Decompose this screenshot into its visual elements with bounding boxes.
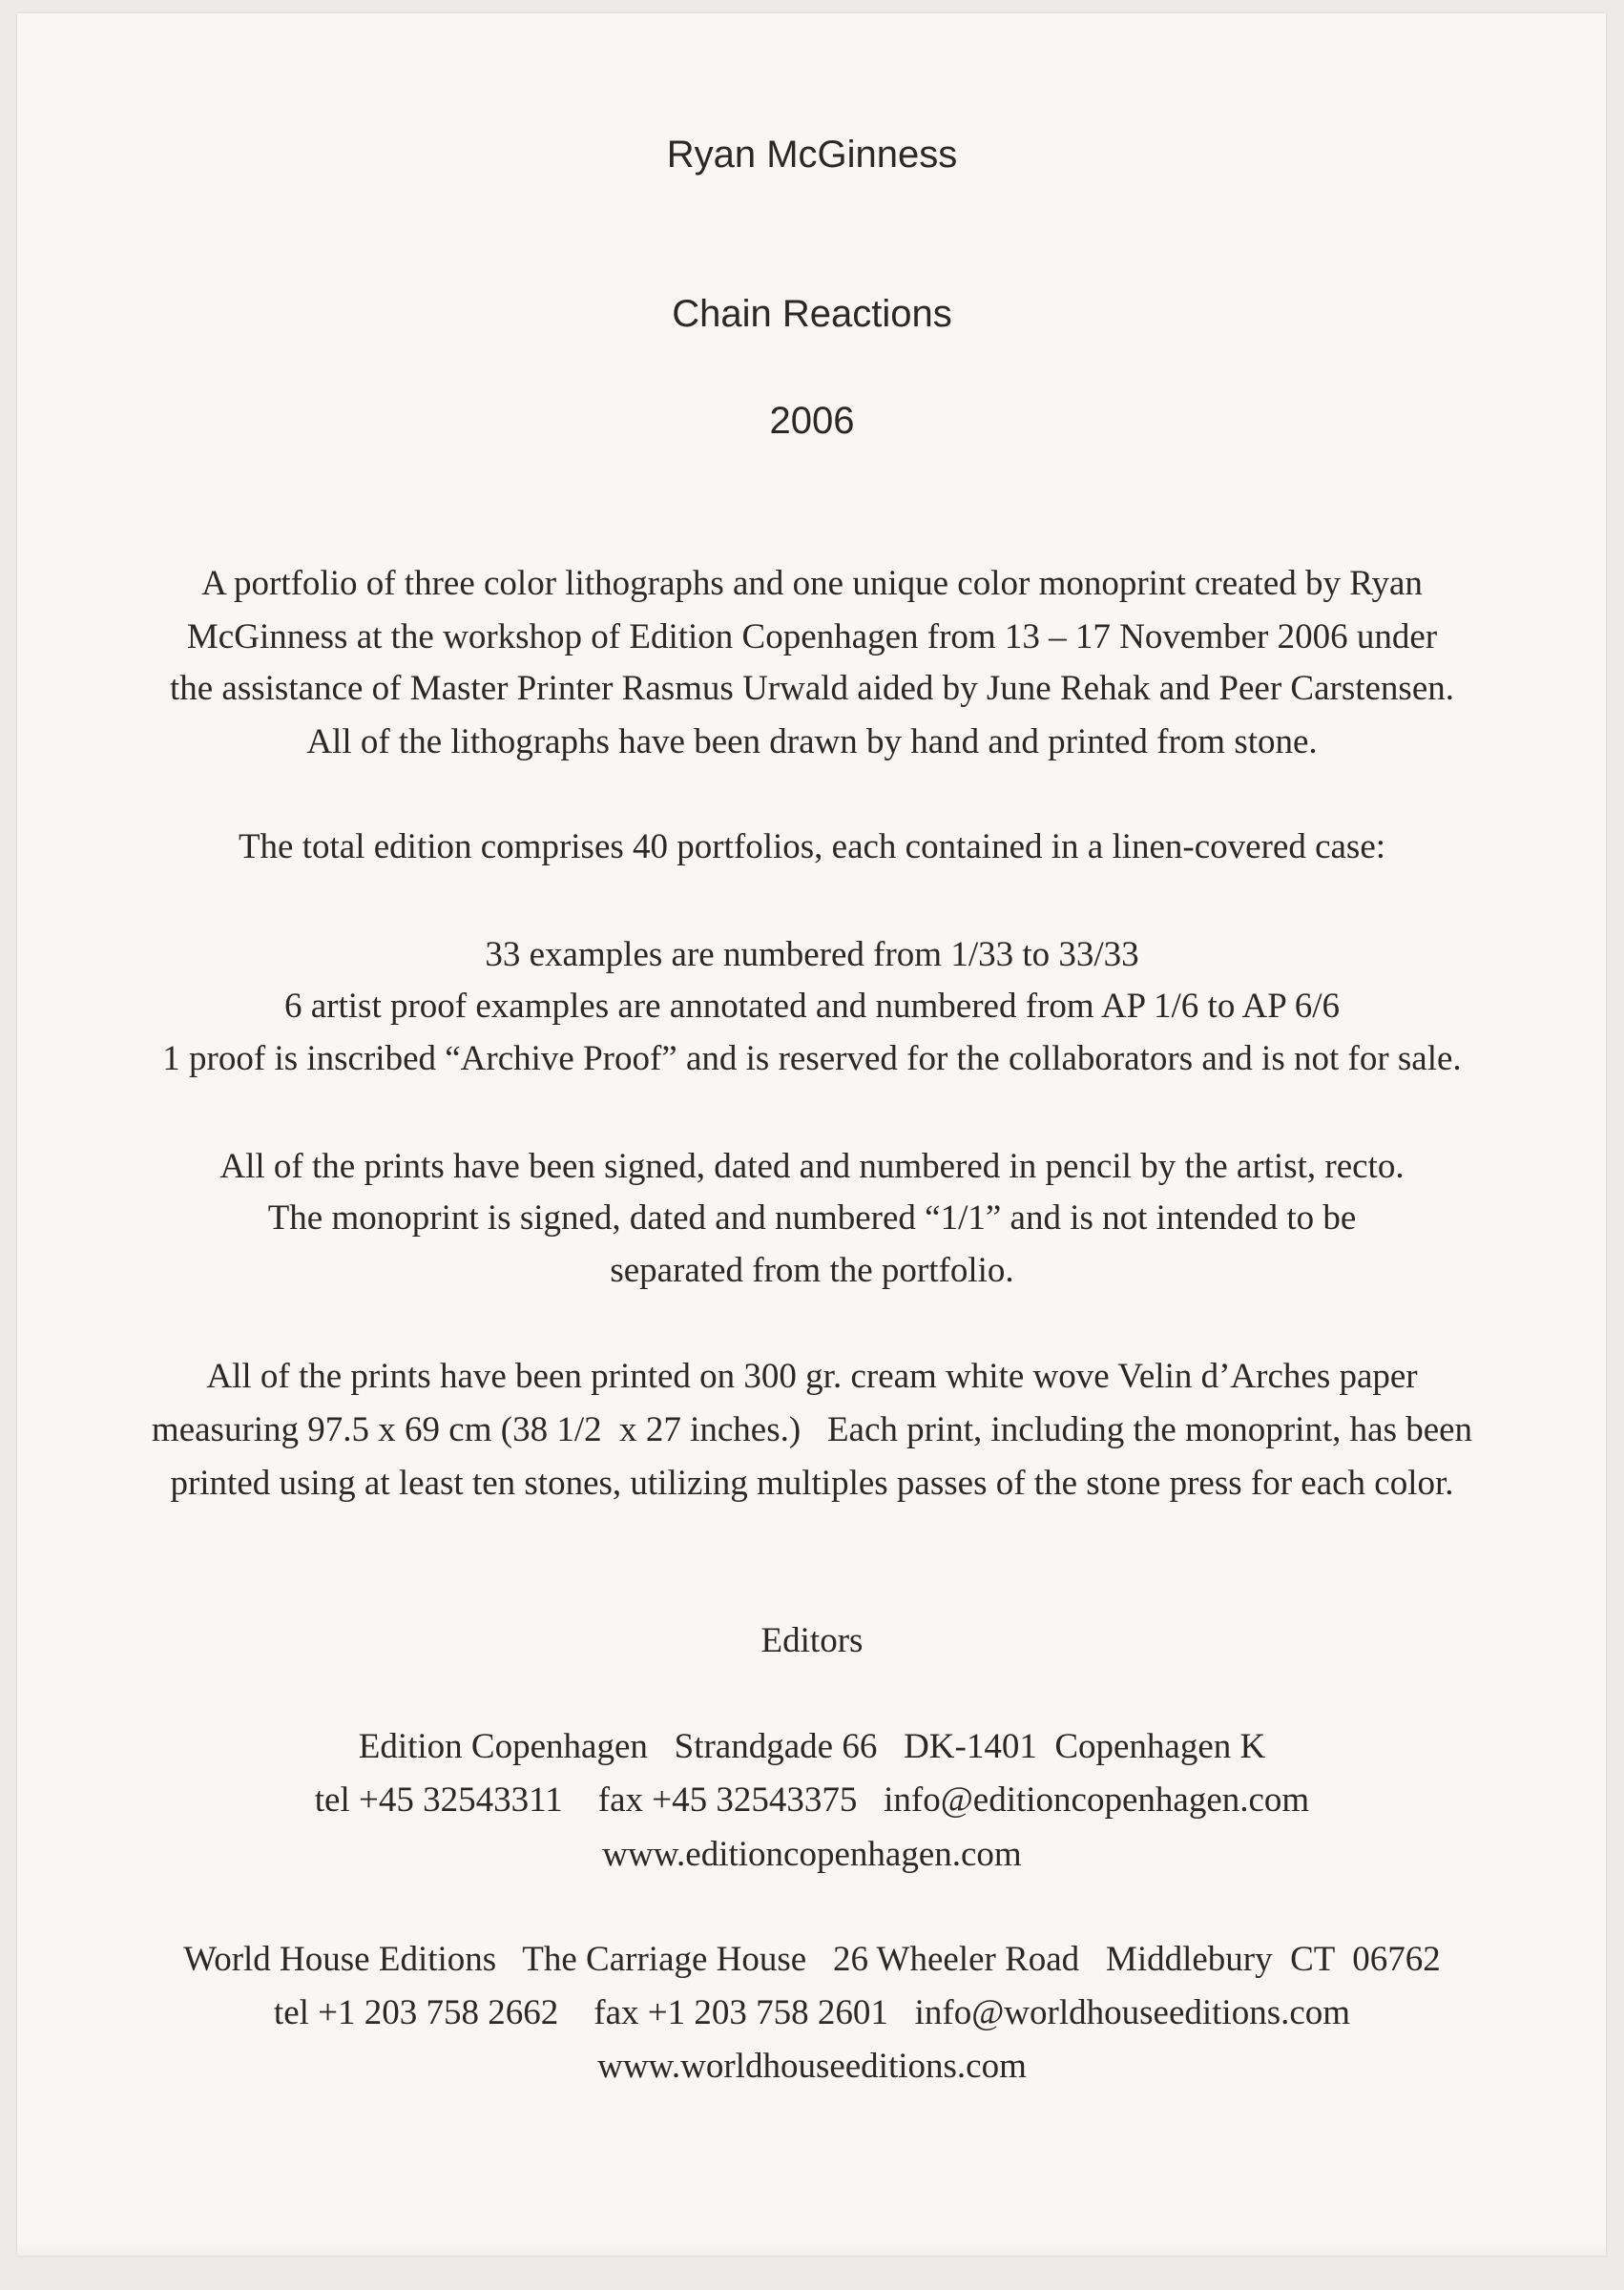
numbering-line: 1 proof is inscribed “Archive Proof” and is reserved for the collaborators and is not for sale. <box>162 1039 1462 1078</box>
copenhagen-website: www.editioncopenhagen.com <box>602 1835 1022 1874</box>
portfolio-year: 2006 <box>769 400 855 442</box>
worldhouse-contact: tel +1 203 758 2662 fax +1 203 758 2601 info@worldhouseeditions.com <box>273 1993 1351 2032</box>
intro-line: All of the lithographs have been drawn by hand and printed from stone. <box>306 722 1318 761</box>
intro-line: McGinness at the workshop of Edition Copenhagen from 13 – 17 November 2006 under <box>186 617 1438 656</box>
portfolio-title: Chain Reactions <box>672 293 952 335</box>
paper-line: All of the prints have been printed on 300 gr. cream white wove Velin d’Arches paper <box>206 1357 1418 1396</box>
copenhagen-contact: tel +45 32543311 fax +45 32543375 info@editioncopenhagen.com <box>314 1780 1310 1820</box>
worldhouse-website: www.worldhouseeditions.com <box>597 2047 1027 2086</box>
colophon-sheet <box>17 13 1606 2256</box>
intro-line: the assistance of Master Printer Rasmus Urwald aided by June Rehak and Peer Carstensen. <box>169 669 1455 708</box>
deckle-edge <box>17 2242 1606 2256</box>
intro-line: A portfolio of three color lithographs and one unique color monoprint created by Ryan <box>201 564 1423 603</box>
numbering-line: 6 artist proof examples are annotated and numbered from AP 1/6 to AP 6/6 <box>284 987 1340 1026</box>
signing-line: All of the prints have been signed, dated and numbered in pencil by the artist, recto. <box>219 1147 1405 1186</box>
artist-name: Ryan McGinness <box>666 134 958 176</box>
paper-line: measuring 97.5 x 69 cm (38 1/2 x 27 inches.) Each print, including the monoprint, has been <box>151 1410 1473 1449</box>
worldhouse-address: World House Editions The Carriage House 26 Wheeler Road Middlebury CT 06762 <box>183 1940 1441 1979</box>
copenhagen-address: Edition Copenhagen Strandgade 66 DK-1401 Copenhagen K <box>358 1727 1266 1766</box>
editors-heading: Editors <box>760 1621 864 1660</box>
edition-line: The total edition comprises 40 portfolios, each contained in a linen-covered case: <box>238 827 1386 866</box>
signing-line: The monoprint is signed, dated and numbered “1/1” and is not intended to be <box>267 1198 1357 1238</box>
numbering-line: 33 examples are numbered from 1/33 to 33/33 <box>485 935 1139 974</box>
signing-line: separated from the portfolio. <box>610 1251 1014 1290</box>
paper-line: printed using at least ten stones, utilizing multiples passes of the stone press for each color. <box>170 1464 1454 1503</box>
